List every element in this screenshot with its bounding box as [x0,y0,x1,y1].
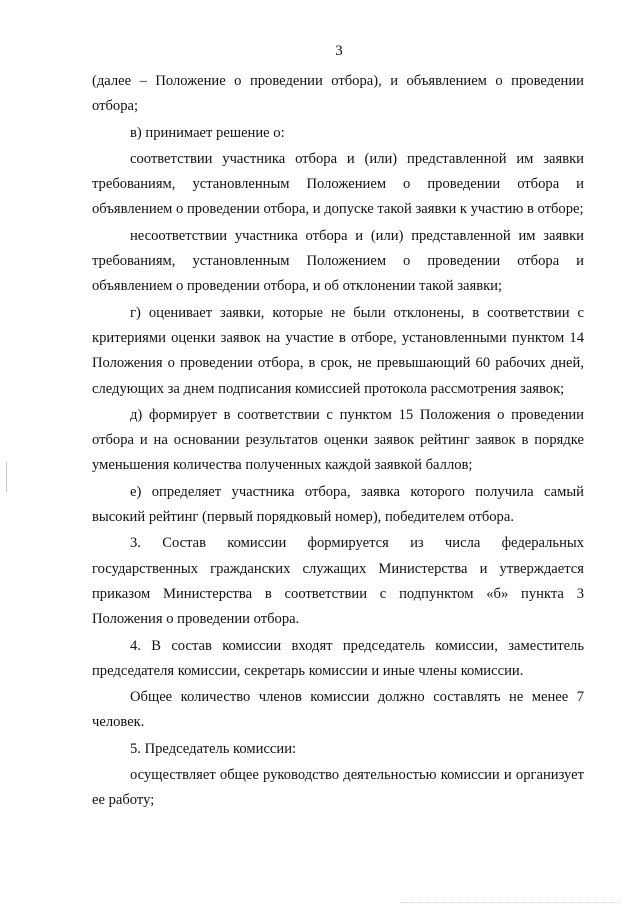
paragraph-subitem-d: д) формирует в соответствии с пунктом 15 Положения о проведении отбора и на основании результатов оценки заявок рейтинг заявок в порядке уменьшения количества полученных каждой заявкой баллов; [92,406,584,474]
paragraph-chair-duties: осуществляет общее руководство деятельностью комиссии и организует ее работу; [92,767,584,809]
paragraph-member-count: Общее количество членов комиссии должно составлять не менее 7 человек. [92,689,584,731]
paragraph-item-5: 5. Председатель комиссии: [130,740,297,757]
scan-dots [400,900,620,903]
paragraph-subitem-v: в) принимает решение о: [130,124,285,141]
scan-edge-mark [6,462,7,492]
page-number: 3 [335,43,343,59]
paragraph-subitem-g: г) оценивает заявки, которые не были отклонены, в соответствии с критериями оценки заявок на участие в отборе, установленными пунктом 14 Положения о проведении отбора, в срок, не превышающий 60 рабочих дней, следующих за днем подписания комиссией протокола рассмотрения заявок; [92,304,584,397]
paragraph-continuation: (далее – Положение о проведении отбора), и объявлением о проведении отбора; [92,73,584,115]
document-body [92,69,584,814]
paragraph-subitem-e: е) определяет участника отбора, заявка которого получила самый высокий рейтинг (первый порядковый номер), победителем отбора. [92,483,584,526]
paragraph-item-4: 4. В состав комиссии входят председатель комиссии, заместитель председателя комиссии, секретарь комиссии и иные члены комиссии. [92,637,584,679]
paragraph-item-3: 3. Состав комиссии формируется из числа федеральных государственных гражданских служащих Министерства и утверждается приказом Министерства в соответствии с подпунктом «б» пункта 3 Положения о проведении отбора. [92,535,584,628]
paragraph-noncompliance: несоответствии участника отбора и (или) представленной им заявки требованиям, установленным Положением о проведении отбора и объявлением о проведении отбора, и об отклонении такой заявки; [92,227,584,295]
paragraph-compliance: соответствии участника отбора и (или) представленной им заявки требованиям, установленным Положением о проведении отбора и объявлением о проведении отбора, и допуске такой заявки к участию в отборе; [92,150,584,218]
